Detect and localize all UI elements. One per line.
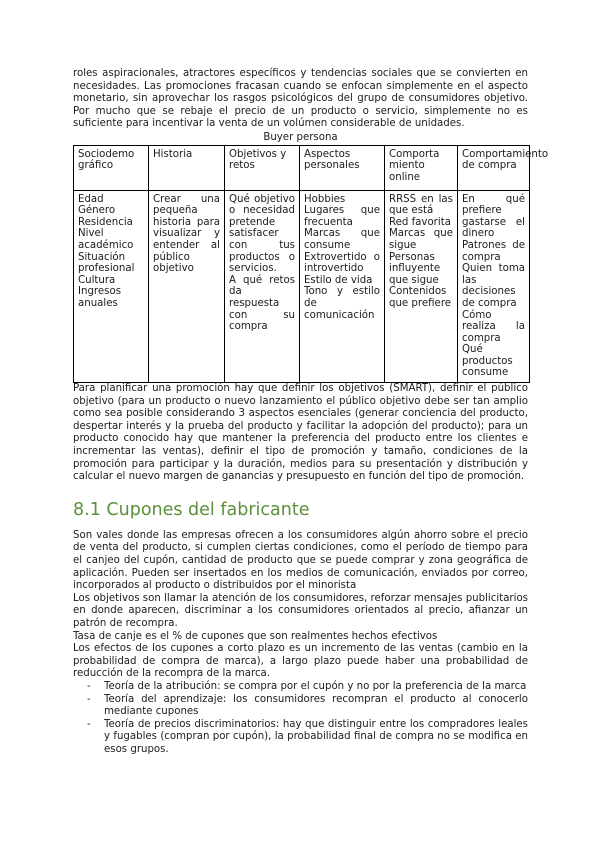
cell-objetivos [225,190,300,383]
planning-paragraph: Para planificar una promoción hay que definir los objetivos (SMART), definir el público objetivo (para un producto o nuevo lanzamiento el público objetivo debe ser tan amplio como sea posible considerando 3 aspectos esenciales (generar conciencia del producto, despertar interés y la prueba del producto y facilitar la adopción del producto); para un producto conocido hay que mantener la preferencia del producto entre los clientes e incrementar las ventas), definir el tipo de promoción y tamaño, condiciones de la promoción para participar y la duración, medios para su presentación y distribución y calcular el nuevo margen de ganancias y presupuesto en función del tipo de promoción. [73,383,528,483]
cell-line: Género [78,205,116,217]
section-paragraph: Los efectos de los cupones a corto plazo es un incremento de las ventas (cambio en la probabilidad de compra de marca), a largo plazo puede haber una probabilidad de reducción de la recompra de la marca. [73,643,528,680]
header-sociodemografico: Sociodemo gráfico [74,145,149,190]
cell-line: Tono y estilo de comunicación [304,286,380,321]
header-historia: Historia [149,145,225,190]
cell-line: Nivel académico [78,228,134,251]
cell-line: Situación profesional [78,251,135,275]
cell-line: Red favorita [389,216,451,228]
cell-line: Estilo de vida [304,274,373,286]
cell-line: Marcas que sigue [389,228,453,251]
cell-comportamiento-online [385,190,458,383]
header-comportamiento-online: Comporta miento online [385,145,458,190]
cell-line: En qué prefiere gastarse el dinero [462,193,525,240]
table-row [74,190,530,383]
section-paragraph: Tasa de canje es el % de cupones que son realmentes hechos efectivos [73,630,438,642]
cell-aspectos [300,190,385,383]
cell-line: Cómo realiza la compra [462,309,525,344]
cell-line: Qué objetivo o necesidad pretende satisfacer con tus productos o servicios. [229,193,295,275]
list-item-text: Teoría del aprendizaje: los consumidores recompran el producto al conocerlo mediante cupones [104,693,528,718]
bullet-dash: - [87,718,91,730]
cell-line: Qué productos consume [462,344,513,379]
table-header-row [74,145,530,190]
cell-line: A qué retos da respuesta con su compra [229,274,295,333]
section-paragraph: Los objetivos son llamar la atención de los consumidores, reforzar mensajes publicitarios en donde aparecen, discriminar a los consumidores orientados al precio, afianzar un patrón de recompra. [73,592,528,629]
section-paragraph: Son vales donde las empresas ofrecen a los consumidores algún ahorro sobre el precio de venta del producto, si cumplen ciertas condiciones, como el período de tiempo para el canjeo del cupón, cantidad de producto que se puede comprar y zona geográfica de aplicación. Pueden ser insertados en los medios de comunicación, enviados por correo, incorporados al producto o distribuidos por el minorista [73,529,528,592]
cell-line: Contenidos que prefiere [389,286,452,309]
list-item-text: Teoría de precios discriminatorios: hay que distinguir entre los compradores leales y fugables (compran por cupón), la probabilidad final de compra no se modifica en esos grupos. [104,718,528,755]
cell-line: Ingresos anuales [78,286,122,309]
cell-line: Personas influyente que sigue [389,251,441,286]
list-item [73,694,528,719]
cell-line: Quien toma las decisiones de compra [462,263,525,309]
list-item [73,681,528,694]
cell-line: RRSS en las que está [389,193,453,217]
section-heading: 8.1 Cupones del fabricante [73,499,310,520]
list-item-text: Teoría de la atribución: se compra por el cupón y no por la preferencia de la marca [104,680,527,692]
cell-line: Hobbies [304,193,346,205]
table-caption: Buyer persona [263,131,338,143]
cell-sociodemografico [74,190,149,383]
bullet-dash: - [87,693,91,705]
cell-line: Residencia [78,216,133,228]
intro-paragraph: roles aspiracionales, atractores específicos y tendencias sociales que se convierten en necesidades. Las promociones fracasan cuando se enfocan simplemente en el aspecto monetario, sin aprovechar los rasgos psicológicos del grupo de consumidores objetivo. Por mucho que se rebaje el precio de un producto o servicio, simplemente no es suficiente para incentivar la venta de un volúmen considerable de unidades. [73,68,528,130]
header-aspectos: Aspectos personales [300,145,385,190]
list-item [73,719,528,757]
cell-line: Extrovertido o introvertido [304,251,380,275]
cell-line: Crear una pequeña historia para visualizar y entender al público objetivo [153,193,220,275]
cell-line: Marcas que consume [304,228,380,251]
cell-historia [149,190,225,383]
cell-line: Cultura [78,274,116,286]
header-objetivos: Objetivos y retos [225,145,300,190]
bullet-dash: - [87,680,91,692]
cell-line: Edad [78,193,104,205]
buyer-persona-table [73,145,549,384]
cell-line: Patrones de compra [462,239,525,263]
cell-comportamiento-compra [458,190,530,383]
header-comportamiento-compra: Comportamiento de compra [458,145,530,190]
document-page [73,68,549,757]
cell-line: Lugares que frecuenta [304,205,380,228]
theories-list [73,681,528,757]
